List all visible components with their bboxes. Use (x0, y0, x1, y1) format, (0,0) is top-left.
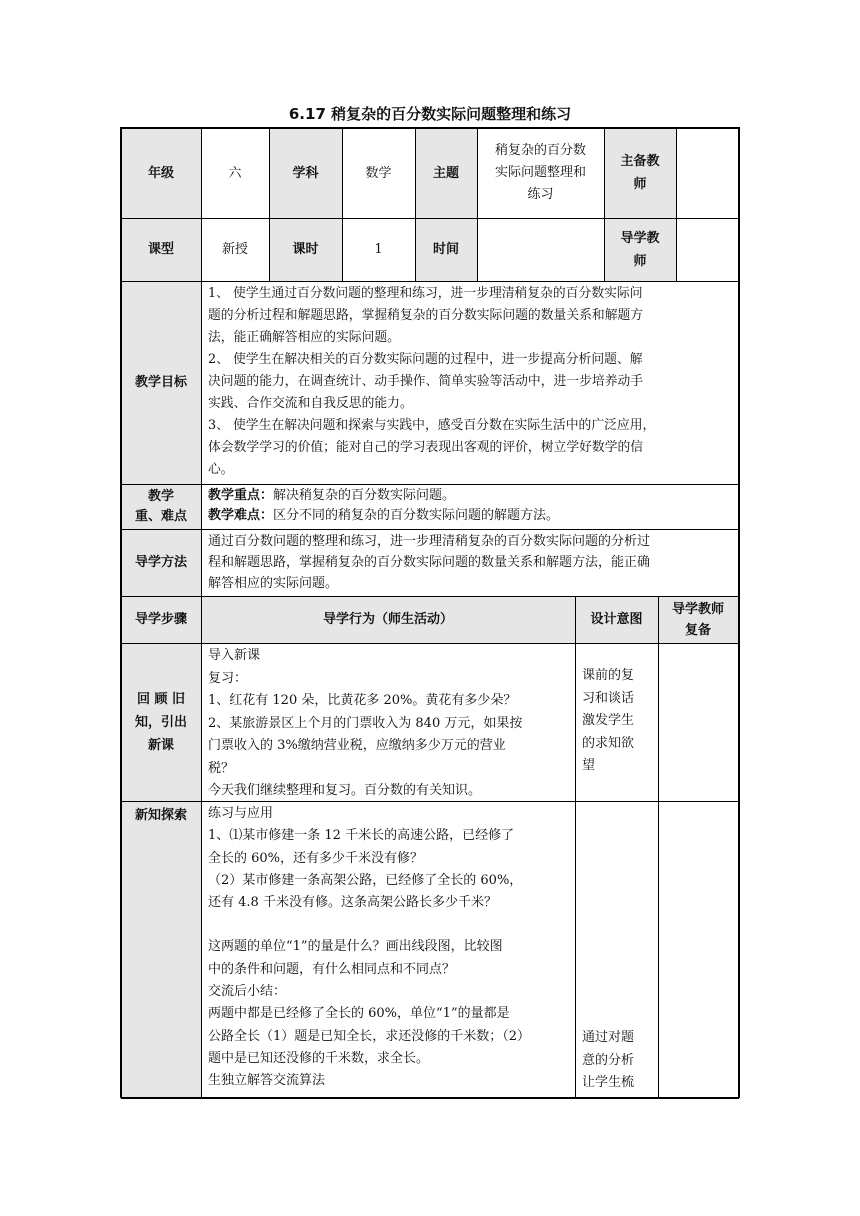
method-label: 导学方法 (121, 529, 201, 596)
key-point-label: 教学重点： (208, 488, 274, 503)
lead-teacher-label (604, 128, 676, 218)
goals-line: 法，能正确解答相应的实际问题。 (208, 330, 400, 345)
steps-header-step: 导学步骤 (121, 596, 201, 643)
table-border-left (120, 127, 122, 1098)
type-value: 新授 (221, 242, 248, 257)
col-divider (477, 128, 478, 281)
review-line: 复习： (208, 670, 248, 686)
review-line: 门票收入的 3%缴纳营业税，应缴纳多少万元的营业 (208, 738, 506, 753)
method-line: 程和解题思路，掌握稍复杂的百分数实际问题的数量关系和解题方法，能正确 (208, 555, 651, 570)
grade-value: 六 (228, 165, 242, 181)
explore-line: 练习与应用 (208, 806, 274, 821)
col-divider (604, 128, 605, 281)
steps-header-review-line: 导学教师 (671, 601, 724, 617)
table-border-bottom (121, 1097, 739, 1099)
key-points-text (201, 484, 738, 529)
row-divider (121, 801, 739, 802)
goals-line: 3、 使学生在解决问题和探索与实践中，感受百分数在实际生活中的广泛应用， (208, 418, 656, 433)
review-intent-line: 激发学生 (582, 713, 635, 728)
hours-label: 课时 (269, 218, 342, 281)
topic-line: 练习 (527, 187, 554, 202)
explore-line: 两题中都是已经修了全长的 60%，单位“1”的量都是 (208, 1006, 510, 1022)
review-step-label-line: 知，引出 (134, 714, 187, 730)
review-step-label-line: 回 顾 旧 (136, 691, 186, 707)
row-divider (121, 218, 739, 219)
goals-line: 实践、合作交流和自我反思的能力。 (208, 396, 413, 411)
steps-header-intent: 设计意图 (575, 596, 658, 643)
explore-line: 这两题的单位“1”的量是什么？画出线段图，比较图 (208, 939, 503, 955)
row-divider (121, 484, 739, 485)
table-border-top (121, 127, 739, 129)
row-divider (121, 529, 739, 530)
explore-line: 还有 4.8 千米没有修。这条高架公路长多少千米？ (208, 895, 497, 911)
goals-line: 心。 (208, 462, 234, 477)
method-line: 通过百分数问题的整理和练习，进一步理清稍复杂的百分数实际问题的分析过 (208, 534, 651, 549)
review-intent-line: 的求知欲 (582, 735, 635, 751)
explore-line: 题中是已知还没修的千米数，求全长。 (208, 1050, 430, 1066)
explore-intent (575, 801, 658, 1098)
review-notes (658, 643, 738, 801)
subject-label: 学科 (269, 128, 342, 218)
explore-line: 1、⑴某市修建一条 12 千米长的高速公路，已经修了 (208, 828, 515, 844)
explore-activity (201, 801, 575, 1098)
explore-intent-line: 让学生梳 (582, 1075, 635, 1090)
steps-header-review (658, 596, 738, 643)
explore-intent-line: 通过对题 (582, 1030, 635, 1045)
review-step-label (121, 643, 201, 801)
col-divider (342, 128, 343, 281)
lead-teacher-line: 师 (633, 177, 647, 192)
review-line: 今天我们继续整理和复习。百分数的有关知识。 (208, 783, 482, 798)
guide-teacher-label (604, 218, 676, 281)
explore-line: （2）某市修建一条高架公路，已经修了全长的 60%， (208, 872, 523, 888)
lead-teacher-line: 主备教 (620, 154, 660, 169)
topic-line: 稍复杂的百分数 (494, 143, 586, 158)
hours-value: 1 (374, 242, 383, 257)
time-label: 时间 (415, 218, 477, 281)
review-line: 2、某旅游景区上个月的门票收入为 840 万元，如果按 (208, 715, 523, 731)
steps-header-action: 导学行为（师生活动） (201, 596, 575, 643)
type-label: 课型 (121, 218, 201, 281)
col-divider (269, 128, 270, 281)
topic-line: 实际问题整理和 (494, 165, 586, 180)
goals-line: 题的分析过程和解题思路，掌握稍复杂的百分数实际问题的数量关系和解题方 (208, 308, 644, 323)
page-title: 6.17 稍复杂的百分数实际问题整理和练习 (288, 105, 572, 123)
goals-text (201, 281, 738, 484)
explore-step-label: 新知探索 (121, 801, 201, 1098)
method-text (201, 529, 738, 596)
explore-line: 公路全长（1）题是已知全长，求还没修的千米数；（2） (208, 1028, 531, 1044)
col-divider (676, 128, 677, 281)
review-intent (575, 643, 658, 801)
review-line: 导入新课 (208, 648, 261, 663)
difficulty-label: 教学难点： (208, 508, 274, 523)
guide-teacher-line: 导学教 (620, 230, 660, 246)
goals-line: 体会数学学习的价值；能对自己的学习表现出客观的评价，树立学好数学的信 (208, 440, 644, 455)
row-divider (121, 596, 739, 597)
key-points-label (121, 484, 201, 529)
explore-line: 生独立解答交流算法 (208, 1073, 326, 1089)
review-step-label-line: 新课 (147, 737, 174, 753)
explore-notes (658, 801, 738, 1098)
method-line: 解答相应的实际问题。 (208, 576, 339, 591)
difficulty-text: 区分不同的稍复杂的百分数实际问题的解题方法。 (273, 508, 560, 523)
key-point-text: 解决稍复杂的百分数实际问题。 (273, 488, 456, 503)
guide-teacher-line: 师 (633, 253, 647, 269)
review-line: 税？ (208, 760, 235, 776)
steps-header-review-line: 复备 (684, 622, 711, 638)
guide-teacher-value (676, 218, 738, 281)
row-divider (121, 643, 739, 644)
key-points-label-line: 教学 (147, 488, 174, 504)
col-divider (201, 128, 202, 1098)
time-value (477, 218, 604, 281)
col-divider (658, 596, 659, 1098)
review-intent-line: 课前的复 (582, 668, 635, 683)
goals-label: 教学目标 (121, 281, 201, 484)
grade-label: 年级 (121, 128, 201, 218)
explore-line: 全长的 60%，还有多少千米没有修？ (208, 850, 424, 866)
key-points-label-line: 重、难点 (134, 508, 187, 524)
goals-line: 2、 使学生在解决相关的百分数实际问题的过程中，进一步提高分析问题、解 (208, 352, 643, 367)
goals-line: 决问题的能力，在调查统计、动手操作、简单实验等活动中，进一步培养动手 (208, 374, 644, 389)
review-activity (201, 643, 575, 801)
subject-value: 数学 (365, 165, 392, 181)
col-divider (575, 596, 576, 1098)
table-border-right (738, 127, 740, 1098)
lead-teacher-value (676, 128, 738, 218)
explore-line: 中的条件和问题，有什么相同点和不同点？ (208, 961, 456, 977)
explore-intent-line: 意的分析 (582, 1052, 635, 1068)
col-divider (415, 128, 416, 281)
topic-label: 主题 (415, 128, 477, 218)
topic-value (477, 128, 604, 218)
review-line: 1、红花有 120 朵，比黄花多 20%。黄花有多少朵？ (208, 693, 517, 708)
review-intent-line: 望 (582, 758, 596, 773)
review-intent-line: 习和谈话 (582, 690, 635, 706)
row-divider (121, 281, 739, 282)
explore-line: 交流后小结： (208, 984, 287, 1000)
goals-line: 1、 使学生通过百分数问题的整理和练习，进一步理清稍复杂的百分数实际问 (208, 286, 643, 301)
explore-line (208, 914, 569, 936)
